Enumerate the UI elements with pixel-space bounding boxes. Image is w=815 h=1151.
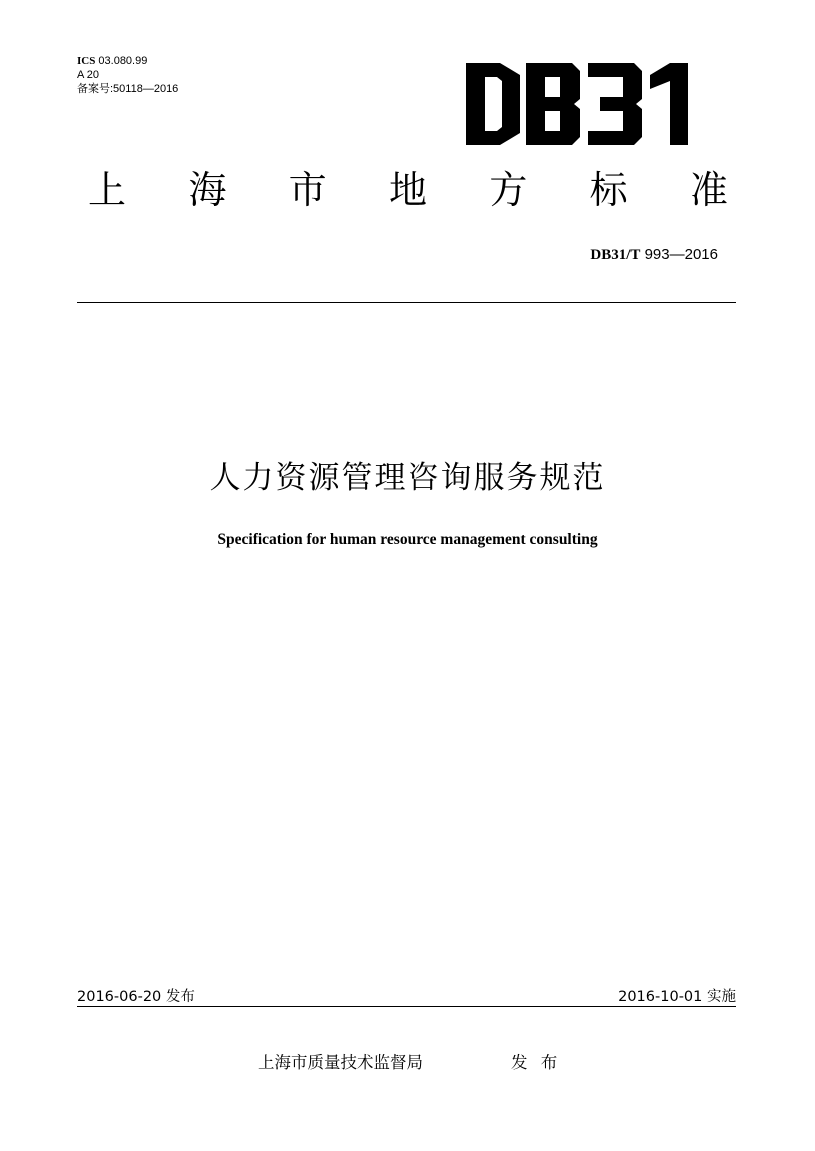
ics-line (77, 54, 178, 68)
publish-action: 发 布 (511, 1053, 558, 1072)
title-english: Specification for human resource management consulting (217, 531, 598, 548)
standard-code-prefix: DB31/T (590, 247, 641, 263)
standard-code (590, 246, 718, 264)
ics-value: 03.080.99 (98, 55, 148, 67)
standard-type-char: 市 (288, 168, 327, 212)
document-metadata (77, 54, 178, 96)
ics-label: ICS (77, 55, 96, 67)
standard-type-char: 地 (388, 168, 427, 212)
filing-number: 备案号:50118—2016 (77, 83, 179, 95)
issue-date: 2016-06-20 发布 (77, 989, 195, 1005)
publisher-name: 上海市质量技术监督局 (258, 1053, 423, 1072)
standard-type-title (88, 165, 728, 215)
title-chinese: 人力资源管理咨询服务规范 (209, 460, 606, 496)
standard-type-char: 海 (188, 168, 227, 212)
bottom-divider (77, 1006, 736, 1007)
top-divider (77, 302, 736, 303)
standard-code-number: 993—2016 (644, 246, 718, 263)
db31-logo (466, 63, 694, 145)
implementation-date: 2016-10-01 实施 (618, 989, 736, 1005)
ccs-code: A 20 (77, 69, 100, 81)
standard-type-char: 标 (589, 168, 628, 212)
standard-type-char: 准 (689, 168, 728, 212)
standard-type-char: 上 (88, 168, 127, 212)
standard-type-char: 方 (489, 168, 528, 212)
